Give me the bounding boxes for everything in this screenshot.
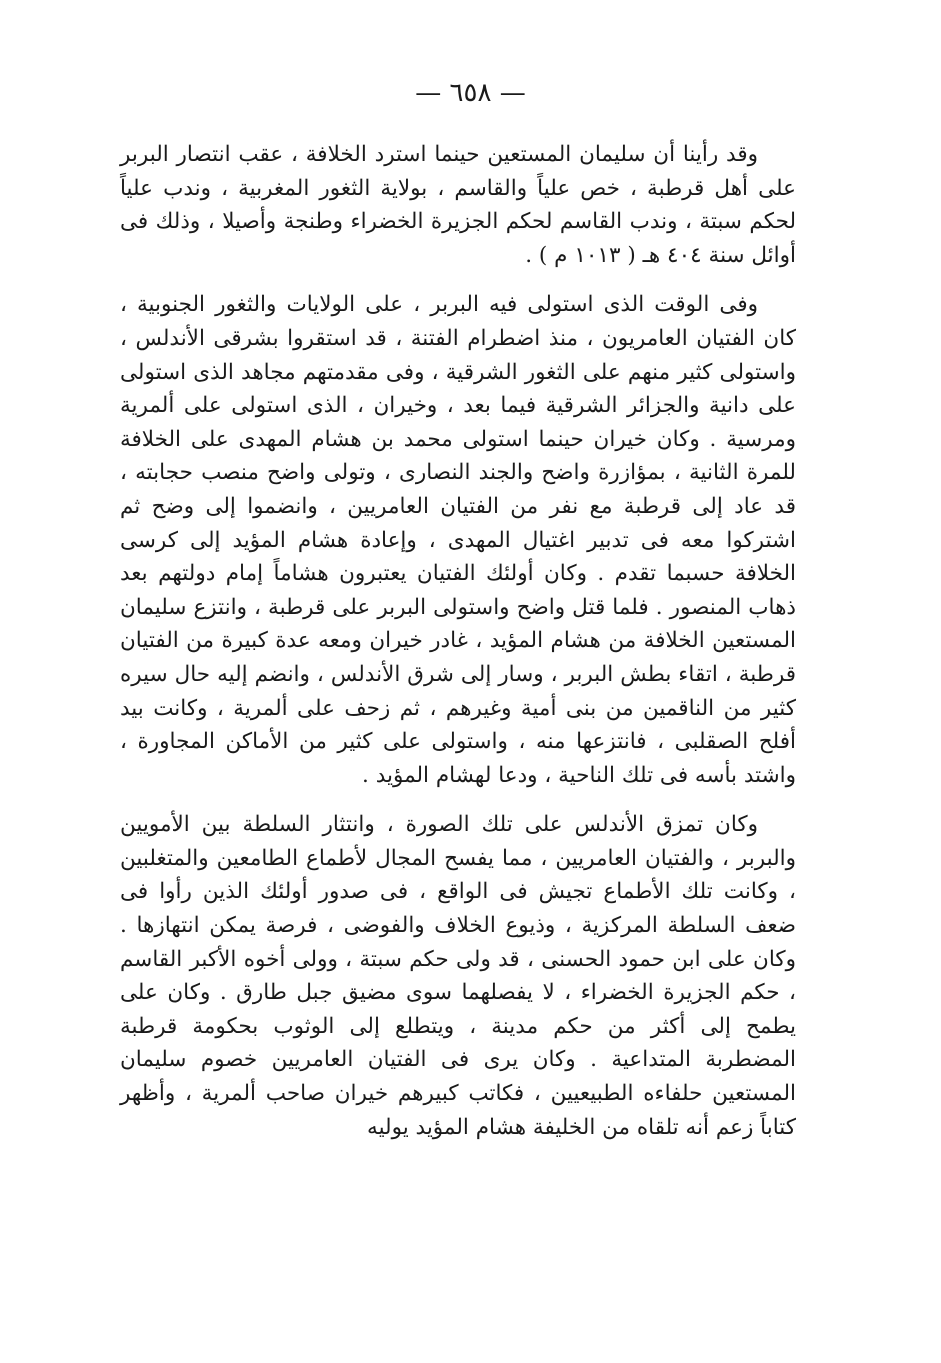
paragraph: وكان تمزق الأندلس على تلك الصورة ، وانتثار السلطة بين الأمويين والبربر ، والفتيان العامريين ، مما يفسح المجال لأطماع الطامعين والمتغلبين ، وكانت تلك الأطماع تجيش فى الواقع ، فى صدور أولئك الذين رأوا فى ضعف السلطة المركزية ، وذيوع الخلاف والفوضى ، فرصة يمكن انتهازها . وكان على ابن حمود الحسنى ، قد ولى حكم سبتة ، وولى أخوه الأكبر القاسم ، حكم الجزيرة الخضراء ، لا يفصلهما سوى مضيق جبل طارق . وكان على يطمح إلى أكثر من حكم مدينة ، ويتطلع إلى الوثوب بحكومة قرطبة المضطربة المتداعية . وكان يرى فى الفتيان العامريين خصوم سليمان المستعين حلفاءه الطبيعيين ، فكاتب كبيرهم خيران صاحب ألمرية ، وأظهر كتاباً زعم أنه تلقاه من الخليفة هشام المؤيد يوليه xyxy=(120,812,796,1140)
page-number: — ٦٥٨ — xyxy=(415,78,526,108)
body-text xyxy=(120,138,796,1144)
paragraph: وقد رأينا أن سليمان المستعين حينما استرد الخلافة ، عقب انتصار البربر على أهل قرطبة ، خص علياً والقاسم ، بولاية الثغور المغربية ، وندب علياً لحكم سبتة ، وندب القاسم لحكم الجزيرة الخضراء وطنجة وأصيلا ، وذلك فى أوائل سنة ٤٠٤ هـ ( ١٠١٣ م ) . xyxy=(120,142,796,268)
paragraph: وفى الوقت الذى استولى فيه البربر ، على الولايات والثغور الجنوبية ، كان الفتيان العامريون ، منذ اضطرام الفتنة ، قد استقروا بشرقى الأندلس ، واستولى كثير منهم على الثغور الشرقية ، وفى مقدمتهم مجاهد الذى استولى على دانية والجزائر الشرقية فيما بعد ، وخيران ، الذى استولى على ألمرية ومرسية . وكان خيران حينما استولى محمد بن هشام المهدى على الخلافة للمرة الثانية ، بمؤازرة واضح والجند النصارى ، وتولى واضح منصب حجابته ، قد عاد إلى قرطبة مع نفر من الفتيان العامريين ، وانضموا إلى وضح ثم اشتركوا معه فى تدبير اغتيال المهدى ، وإعادة هشام المؤيد إلى كرسى الخلافة حسبما تقدم . وكان أولئك الفتيان يعتبرون هشاماً إمام دولتهم بعد ذهاب المنصور . فلما قتل واضح واستولى البربر على قرطبة ، وانتزع سليمان المستعين الخلافة من هشام المؤيد ، غادر خيران ومعه عدة كبيرة من الفتيان قرطبة ، اتقاء بطش البربر ، وسار إلى شرق الأندلس ، وانضم إليه حال سيره كثير من الناقمين من بنى أمية وغيرهم ، ثم زحف على ألمرية ، وكانت بيد أفلح الصقلبى ، فانتزعها منه ، واستولى على كثير من الأماكن المجاورة ، واشتد بأسه فى تلك الناحية ، ودعا لهشام المؤيد . xyxy=(120,292,796,788)
